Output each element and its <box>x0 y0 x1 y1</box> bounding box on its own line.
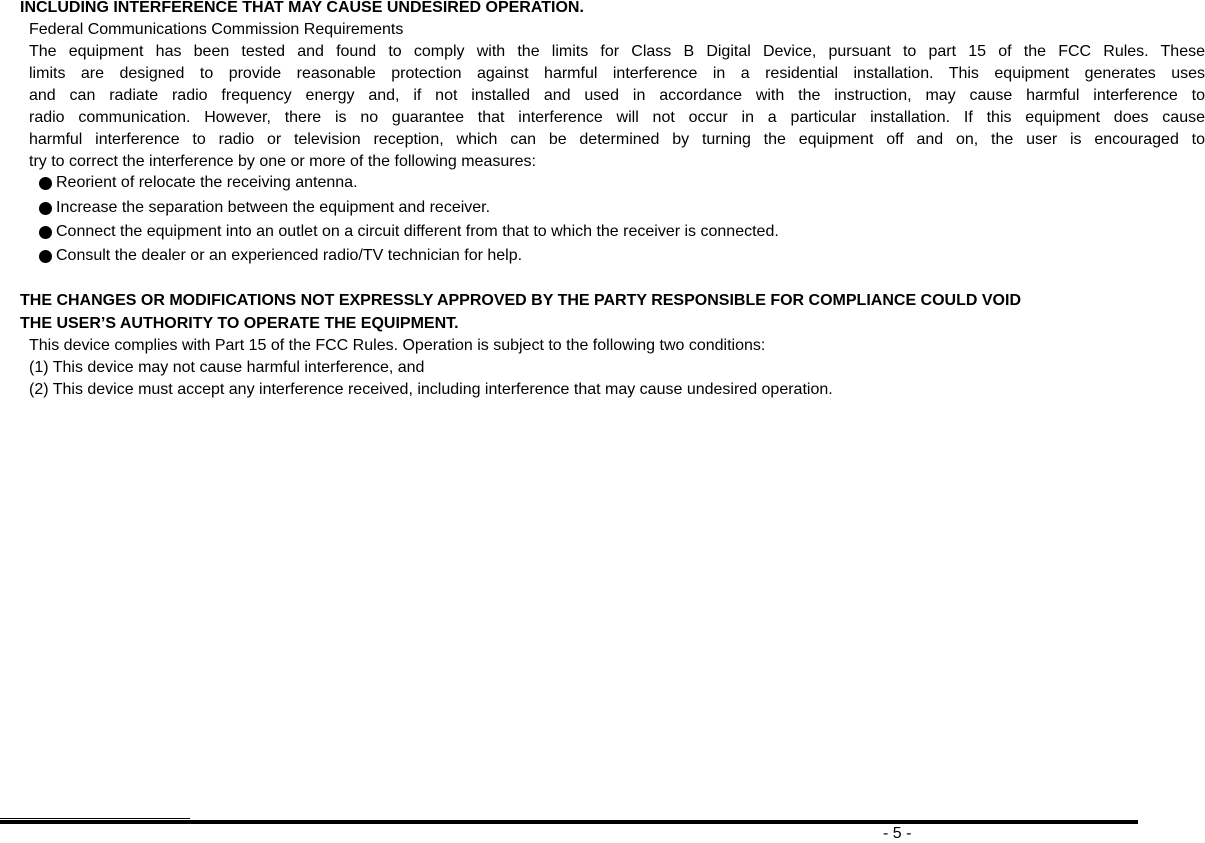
fcc-paragraph-line-6: try to correct the interference by one or more of the following measures: <box>29 153 536 170</box>
measure-text: Consult the dealer or an experienced radio/TV technician for help. <box>56 247 523 264</box>
measure-text: Connect the equipment into an outlet on a circuit different from that to which the receiver is connected. <box>56 223 779 240</box>
measure-text: Reorient of relocate the receiving antenna. <box>56 174 358 191</box>
bullet-icon <box>39 226 52 239</box>
warning-line-1: THE CHANGES OR MODIFICATIONS NOT EXPRESSLY APPROVED BY THE PARTY RESPONSIBLE FOR COMPLIANCE COULD VOID <box>20 292 1021 309</box>
fcc-paragraph-line-2: limits are designed to provide reasonable protection against harmful interference in a residential installation. This equipment generates uses <box>29 65 1205 82</box>
footer-thin-rule <box>0 818 190 819</box>
footer-rule <box>0 820 1138 824</box>
bullet-icon <box>39 177 52 190</box>
fcc-paragraph-line-5: harmful interference to radio or television reception, which can be determined by turning the equipment off and on, the user is encouraged to <box>29 131 1205 148</box>
condition-1: (1) This device may not cause harmful interference, and <box>29 359 425 376</box>
compliance-intro: This device complies with Part 15 of the FCC Rules. Operation is subject to the following two conditions: <box>29 337 766 354</box>
fcc-requirements-title: Federal Communications Commission Requirements <box>29 21 404 38</box>
fcc-paragraph-line-1: The equipment has been tested and found to comply with the limits for Class B Digital Device, pursuant to part 15 of the FCC Rules. These <box>29 43 1205 60</box>
measure-item <box>39 222 779 242</box>
bullet-icon <box>39 250 52 263</box>
page-number: - 5 - <box>883 825 912 842</box>
measure-text: Increase the separation between the equipment and receiver. <box>56 199 491 216</box>
measure-item <box>39 198 490 218</box>
warning-line-2: THE USER’S AUTHORITY TO OPERATE THE EQUIPMENT. <box>20 315 459 332</box>
heading-interference: INCLUDING INTERFERENCE THAT MAY CAUSE UNDESIRED OPERATION. <box>20 0 584 16</box>
fcc-paragraph-line-3: and can radiate radio frequency energy and, if not installed and used in accordance with the instruction, may cause harmful interference to <box>29 87 1205 104</box>
fcc-paragraph-line-4: radio communication. However, there is no guarantee that interference will not occur in a particular installation. If this equipment does cause <box>29 109 1205 126</box>
condition-2: (2) This device must accept any interference received, including interference that may cause undesired operation. <box>29 381 833 398</box>
measure-item <box>39 246 522 266</box>
measure-item <box>39 173 358 193</box>
bullet-icon <box>39 202 52 215</box>
